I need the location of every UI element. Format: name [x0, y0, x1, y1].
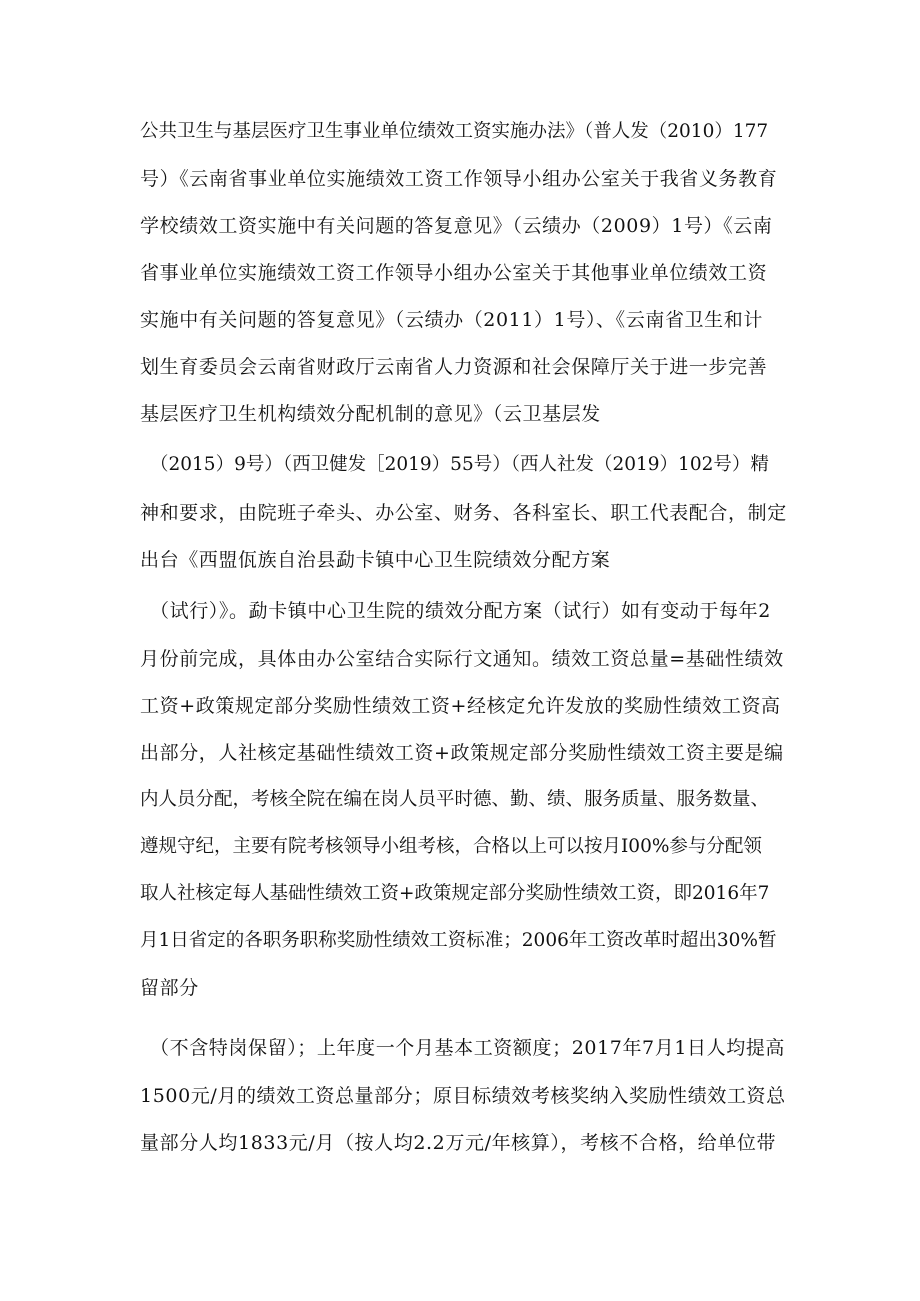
- text-line: 量部分人均1833元/月（按人均2.2万元/年核算），考核不合格，给单位带: [140, 1132, 777, 1154]
- text-line: 出台《西盟佤族自治县勐卡镇中心卫生院绩效分配方案: [140, 549, 611, 571]
- text-line: 内人员分配，考核全院在编在岗人员平时德、勤、绩、服务质量、服务数量、: [140, 789, 770, 810]
- text-line: 工资+政策规定部分奖励性绩效工资+经核定允许发放的奖励性绩效工资高: [140, 695, 781, 717]
- text-line: （试行）》。勐卡镇中心卫生院的绩效分配方案（试行）如有变动于每年2: [150, 600, 771, 622]
- text-line: 实施中有关问题的答复意见》（云绩办（2011）1号）、《云南省卫生和计: [140, 309, 763, 331]
- text-line: 号）《云南省事业单位实施绩效工资工作领导小组办公室关于我省义务教育: [140, 168, 778, 190]
- text-line: 学校绩效工资实施中有关问题的答复意见》（云绩办（2009）1号）《云南: [140, 215, 773, 237]
- text-line: 基层医疗卫生机构绩效分配机制的意见》（云卫基层发: [140, 403, 601, 425]
- text-line: 省事业单位实施绩效工资工作领导小组办公室关于其他事业单位绩效工资: [140, 262, 768, 284]
- text-line: （不含特岗保留）；上年度一个月基本工资额度；2017年7月1日人均提高: [150, 1037, 786, 1059]
- text-line: 划生育委员会云南省财政厅云南省人力资源和社会保障厅关于进一步完善: [140, 356, 768, 378]
- text-line: 神和要求，由院班子牵头、办公室、财务、各科室长、职工代表配合，制定: [140, 502, 787, 524]
- text-line: 月1日省定的各职务职称奖励性绩效工资标准；2006年工资改革时超出30%暂: [140, 930, 777, 951]
- text-line: 遵规守纪，主要有院考核领导小组考核，合格以上可以按月I00%参与分配领: [140, 836, 762, 857]
- text-line: 月份前完成，具体由办公室结合实际行文通知。绩效工资总量=基础性绩效: [140, 648, 784, 670]
- text-line: 公共卫生与基层医疗卫生事业单位绩效工资实施办法》（普人发（2010）177: [140, 121, 769, 142]
- text-line: 出部分，人社核定基础性绩效工资+政策规定部分奖励性绩效工资主要是编: [140, 742, 784, 764]
- text-line: （2015）9号）（西卫健发［2019）55号）（西人社发（2019）102号）精: [150, 454, 769, 475]
- text-line: 留部分: [140, 977, 199, 999]
- text-line: 1500元/月的绩效工资总量部分；原目标绩效考核奖纳入奖励性绩效工资总: [140, 1085, 786, 1107]
- text-line: 取人社核定每人基础性绩效工资+政策规定部分奖励性绩效工资，即2016年7: [140, 883, 770, 904]
